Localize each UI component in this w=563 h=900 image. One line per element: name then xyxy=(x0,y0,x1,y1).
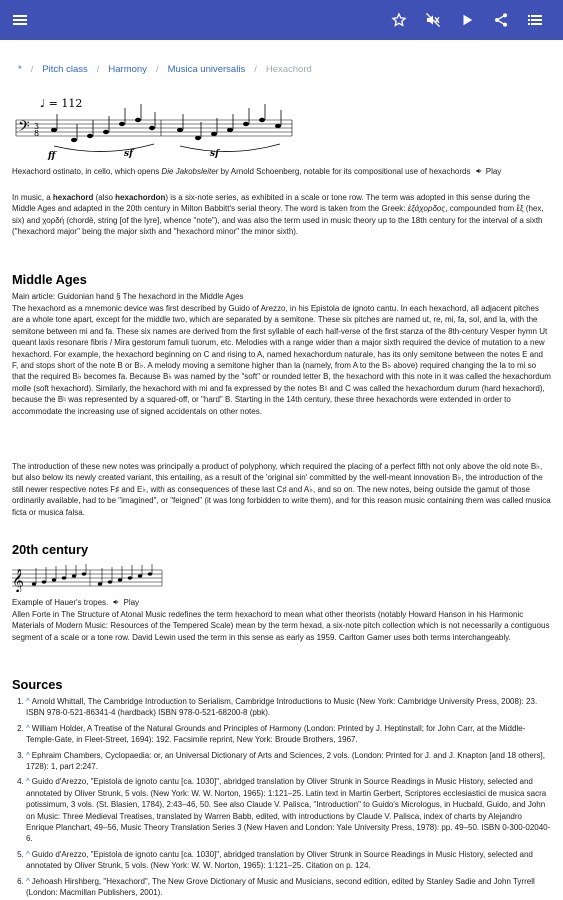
middle-ages-paragraph-2: The introduction of these new notes was principally a product of polyphony, which required the placing of a perfect fifth not only above the old note B♭, but also below its newly created variant, this entailing, as a result of the 'original sin' committed by the well-meant innovation B♭, the introduction of the still newer respective notes F♯ and E♭, with as consequences of these last C♯ and A♭, and so on. The new notes, being outside the gamut of those ordinarily available, had to be "imagined", or "feigned" (it was long forbidden to write them), and for this reason music containing them was called musica ficta or musica falsa. xyxy=(12,462,551,517)
svg-text:sf: sf xyxy=(124,149,133,159)
play-link[interactable]: Play xyxy=(485,167,502,176)
hauer-tropes-score-image[interactable] xyxy=(12,562,164,592)
backlink-icon[interactable]: ^ xyxy=(26,777,30,787)
speaker-icon[interactable] xyxy=(475,167,484,175)
mute-icon[interactable] xyxy=(417,0,449,40)
svg-text:ff: ff xyxy=(48,151,56,161)
reference-item: 6. ^ Jehoash Hirshberg, "Hexachord", The New Grove Dictionary of Music and Musicians, second edition, edited by Stanley Sadie and John Tyrrell (London: Macmillan Publishers, 2001). xyxy=(26,876,551,899)
score-tempo: ♩ = 112 xyxy=(40,97,83,110)
reference-item: 4. ^ Guido d'Arezzo, "Epistola de ignoto cantu [ca. 1030]", abridged translation by Oliver Strunk in Source Readings in Music History, selected and annotated by Oliver Strunk, 5 vols. (New York: W. W. Norton, 1965): 1:121–25. Latin text in Martin Gerbert, Scriptores ecclesiastici de musica sacra potissimum, 3 vols. (St. Blasien, 1784), 2:43–46, 50. See also Claude V. Palisca, "Introduction" to Guido's Micrologus, in Hucbald, Guido, and John on Music: Three Medieval Treatises, translated by Warren Babb, edited, with introductions by Claude V. Palisca, index of charts by Alejandro Enrique Planchart, 49–56, Music Theory Translation Series 3 (New Haven and London: Yale University Press, 1978): pp. 49–50. ISBN 0-300-02040-6. xyxy=(26,776,551,844)
svg-text:8: 8 xyxy=(34,129,40,138)
intro-paragraph: In music, a hexachord (also hexachordon) is a six-note series, as exhibited in a scale or tone row. The term was adopted in this sense during the Middle Ages and adapted in the 20th century in Milton Babbitt's serial theory. The word is taken from the Greek: ἑξάχορδος, compounded from ἕξ (hex, six) and χορδή (chordē, string [of the lyre], whence "note"), and was also the term used in music theory up to the 18th century for the interval of a sixth ("hexachord major" being the major sixth and "hexachord minor" the minor sixth). xyxy=(12,193,544,237)
list-icon[interactable] xyxy=(519,0,551,40)
backlink-icon[interactable]: ^ xyxy=(26,876,30,886)
app-bar xyxy=(0,0,563,40)
breadcrumb-current: Hexachord xyxy=(265,64,312,75)
section-heading-sources: Sources xyxy=(12,677,63,692)
reference-item: 1. ^ Arnold Whittall, The Cambridge Introduction to Serialism, Cambridge Introductions to Music (New York: Cambridge University Press, 2008): 23. ISBN 978-0-521-86341-4 (hardback) ISBN 978-0-521-68200-8 (pbk). xyxy=(26,696,551,719)
menu-icon[interactable] xyxy=(4,0,36,40)
breadcrumb: * / Pitch class / Harmony / Musica universalis / Hexachord xyxy=(18,64,312,75)
section-heading-middle-ages: Middle Ages xyxy=(12,272,87,287)
backlink-icon[interactable]: ^ xyxy=(26,723,30,733)
backlink-icon[interactable]: ^ xyxy=(26,750,30,760)
play-icon[interactable] xyxy=(451,0,483,40)
svg-text:𝄞: 𝄞 xyxy=(12,568,24,592)
section-heading-20th-century: 20th century xyxy=(12,542,89,557)
reference-item: 2. ^ William Holder, A Treatise of the Natural Grounds and Principles of Harmony (London: Printed by J. Heptinstall; for John Carr, at the Middle-Temple-Gate, in Fleet-Street, 1694): 192. Facsimile reprint, New York: Broude Brothers, 1967. xyxy=(26,723,551,746)
breadcrumb-item-harmony[interactable]: Harmony xyxy=(108,64,147,75)
hauer-caption: Example of Hauer's tropes. Play xyxy=(12,598,140,607)
breadcrumb-item-pitch-class[interactable]: Pitch class xyxy=(42,64,88,75)
svg-text:3: 3 xyxy=(34,122,40,131)
star-icon[interactable] xyxy=(383,0,415,40)
twentieth-century-paragraph: Allen Forte in The Structure of Atonal Music redefines the term hexachord to mean what other theorists (notably Howard Hanson in his Harmonic Materials of Modern Music: Resources of the Tempered Scale) mean by the term hexad, a six-note pitch collection which is not necessarily a contiguous segment of a scale or a tone row. David Lewin used the term in this sense as early as 1959. Carlton Gamer uses both terms interchangeably. xyxy=(12,610,550,642)
play-link-2[interactable]: Play xyxy=(123,598,140,607)
svg-text:sf: sf xyxy=(210,149,219,159)
backlink-icon[interactable]: ^ xyxy=(26,849,30,859)
middle-ages-paragraph-1: The hexachord as a mnemonic device was first described by Guido of Arezzo, in his Epistola de ignoto cantu. In each hexachord, all adjacent pitches are a whole tone apart, except for the middle two, which are separated by a semitone. These six pitches are named ut, re, mi, fa, sol, and la, with the semitone between mi and fa. These six names are derived from the first syllable of each half-verse of the first stanza of the 8th-century Vesper hymn Ut queant laxis resonare fibris / Mira gestorum famuli tuorum, etc. Melodies with a range wider than a major sixth required the device of mutation to a new hexachord. For example, the hexachord beginning on C and rising to A, named hexachordum naturale, has its only semitone between the notes E and F, and stops short of the note B or B♭. A melody moving a semitone higher than la (namely, from A to the B♭ above) required changing the la to mi so that the required B♭ becomes fa. Because B♭ was named by the "soft" or rounded letter B, the hexachord with this note in it was called the hexachordum molle (soft hexachord). Similarly, the hexachord with mi and fa expressed by the notes B♮ and C was called the hexachordum durum (hard hexachord), because the B♮ was represented by a squared-off, or "hard" B. Starting in the 14th century, these three hexachords were extended in order to accommodate the increasing use of signed accidentals on other notes. xyxy=(12,304,551,416)
reference-item: 5. ^ Guido d'Arezzo, "Epistola de ignoto cantu [ca. 1030]", abridged translation by Oliver Strunk in Source Readings in Music History, selected and annotated by Oliver Strunk, 5 vols. (New York: W. W. Norton, 1965): 1:121–25. Citation on p. 124. xyxy=(26,849,551,872)
score-caption: Hexachord ostinato, in cello, which opens Die Jakobsleiter by Arnold Schoenberg, notable for its compositional use of hexachords Play xyxy=(12,167,502,176)
breadcrumb-item-musica-universalis[interactable]: Musica universalis xyxy=(167,64,246,75)
speaker-icon-2[interactable] xyxy=(112,598,121,606)
share-icon[interactable] xyxy=(485,0,517,40)
reference-item: 3. ^ Ephraim Chambers, Cyclopaedia: or, an Universal Dictionary of Arts and Sciences, 2 vols. (London: Printed for J. and J. Knapton [and 18 others], 1728): 1, part 2:247. xyxy=(26,750,551,773)
svg-text:𝄢: 𝄢 xyxy=(18,118,30,139)
main-article-note[interactable]: Main article: Guidonian hand § The hexachord in the Middle Ages xyxy=(12,292,244,301)
article-content xyxy=(0,40,563,900)
sources-list xyxy=(12,696,551,900)
backlink-icon[interactable]: ^ xyxy=(26,697,30,706)
breadcrumb-home[interactable]: * xyxy=(18,64,22,75)
